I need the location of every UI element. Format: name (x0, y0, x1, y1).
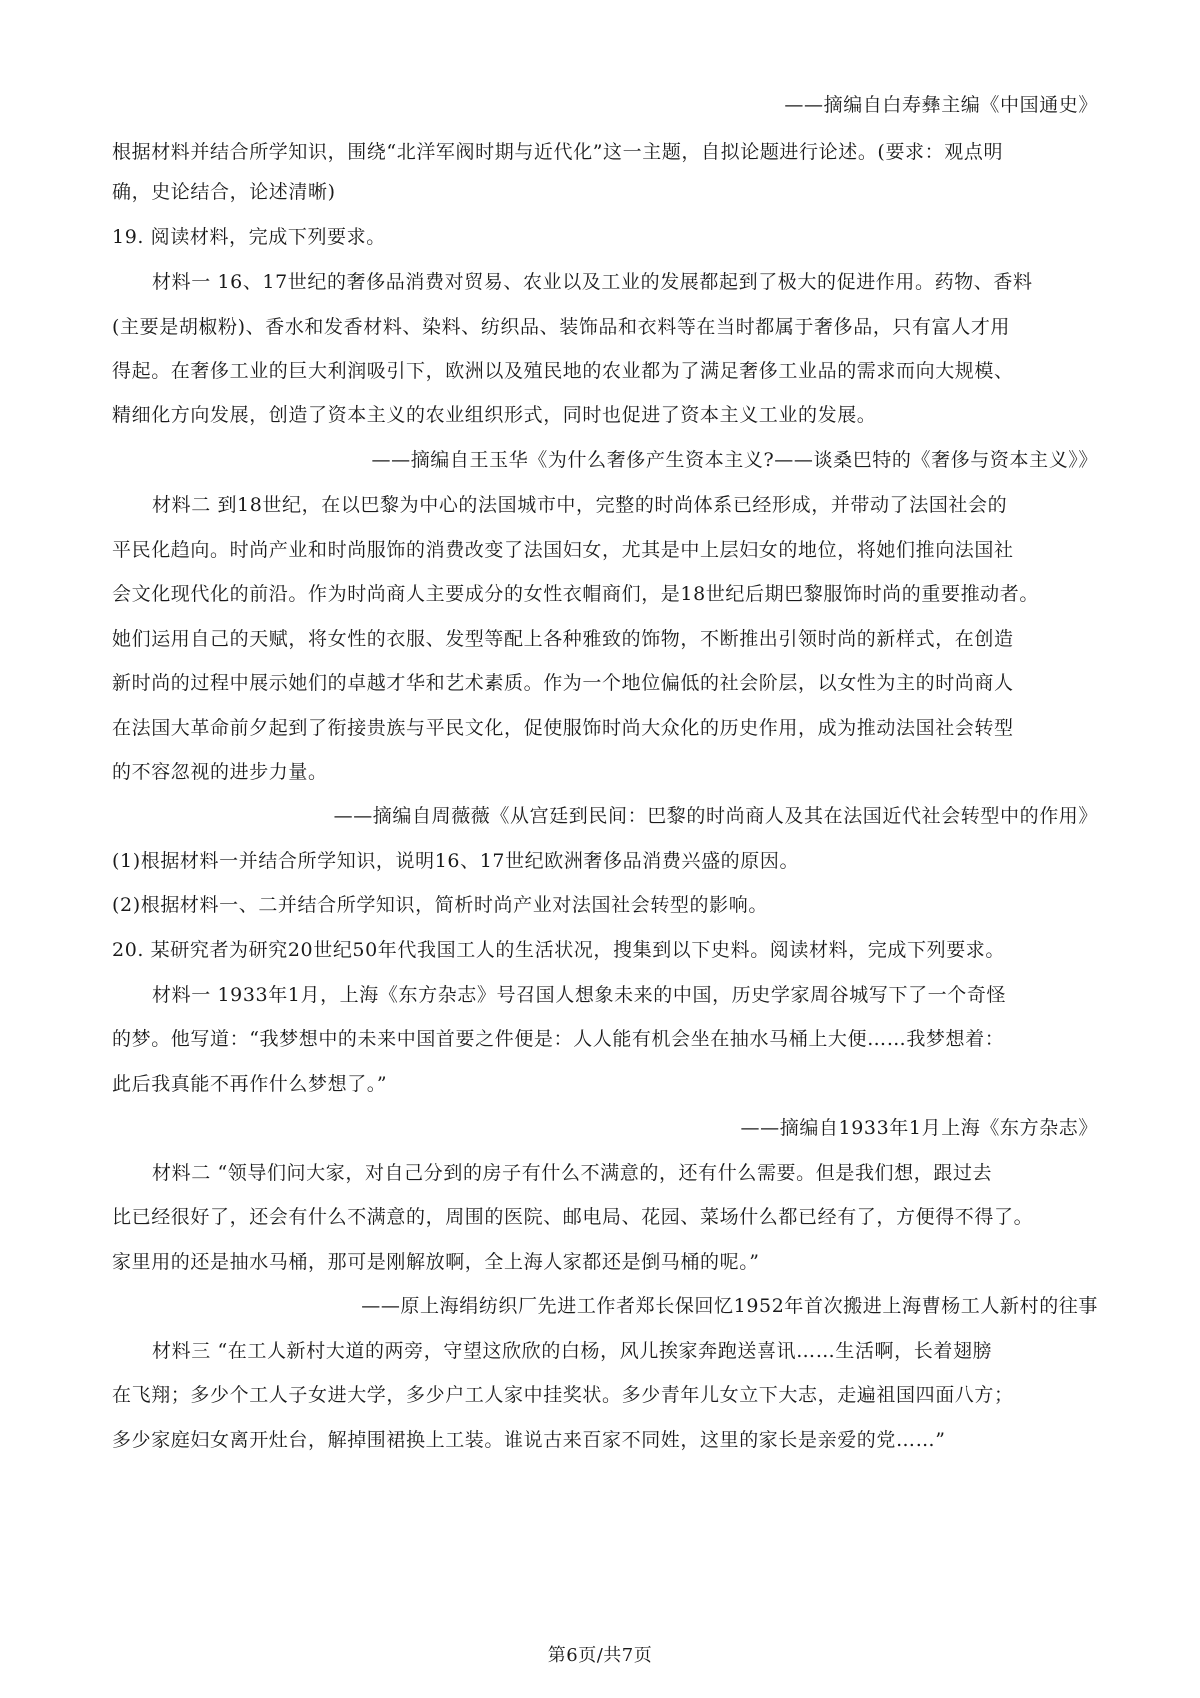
q20-material2-line-2: 比已经很好了，还会有什么不满意的，周围的医院、邮电局、花园、菜场什么都已经有了，方便得不得了。 (112, 1206, 1034, 1228)
q19-material2-line-5: 新时尚的过程中展示她们的卓越才华和艺术素质。作为一个地位偏低的社会阶层，以女性为主的时尚商人 (112, 672, 1014, 694)
q20-header: 20. 某研究者为研究20世纪50年代我国工人的生活状况，搜集到以下史料。阅读材料，完成下列要求。 (112, 939, 1006, 961)
q19-source1: ——摘编自王玉华《为什么奢侈产生资本主义?——谈桑巴特的《奢侈与资本主义》》 (371, 449, 1098, 471)
q20-material3-line-1: 材料三 “在工人新村大道的两旁，守望这欣欣的白杨，风儿挨家奔跑送喜讯……生活啊，长着翅膀 (152, 1340, 993, 1362)
q20-material2-line-1: 材料二 “领导们问大家，对自己分到的房子有什么不满意的，还有什么需要。但是我们想，跟过去 (152, 1162, 993, 1184)
q19-material2-line-4: 她们运用自己的天赋，将女性的衣服、发型等配上各种雅致的饰物，不断推出引领时尚的新样式，在创造 (112, 628, 1014, 650)
q19-material1-line-3: 得起。在奢侈工业的巨大利润吸引下，欧洲以及殖民地的农业都为了满足奢侈工业品的需求而向大规模、 (112, 360, 1014, 382)
q20-material2-line-3: 家里用的还是抽水马桶，那可是刚解放啊，全上海人家都还是倒马桶的呢。” (112, 1251, 760, 1273)
q20-material3-line-2: 在飞翔；多少个工人子女进大学，多少户工人家中挂奖状。多少青年儿女立下大志，走遍祖国四面八方； (112, 1384, 1014, 1406)
q18-prompt-line-1: 根据材料并结合所学知识，围绕“北洋军阀时期与近代化”这一主题，自拟论题进行论述。(要求：观点明 (112, 141, 1004, 163)
q20-material1-line-2: 的梦。他写道：“我梦想中的未来中国首要之件便是：人人能有机会坐在抽水马桶上大便……我梦想着： (112, 1028, 1005, 1050)
q20-material1-line-1: 材料一 1933年1月，上海《东方杂志》号召国人想象未来的中国，历史学家周谷城写下了一个奇怪 (152, 984, 1007, 1006)
q19-material2-line-7: 的不容忽视的进步力量。 (112, 761, 328, 783)
q19-material1-line-1: 材料一 16、17世纪的奢侈品消费对贸易、农业以及工业的发展都起到了极大的促进作用。药物、香料 (152, 271, 1033, 293)
page-number: 第6页/共7页 (547, 1645, 653, 1666)
q20-source1: ——摘编自1933年1月上海《东方杂志》 (740, 1117, 1098, 1139)
q19-header: 19. 阅读材料，完成下列要求。 (112, 226, 386, 248)
q19-subquestion-1: (1)根据材料一并结合所学知识，说明16、17世纪欧洲奢侈品消费兴盛的原因。 (112, 850, 800, 872)
q19-subquestion-2: (2)根据材料一、二并结合所学知识，简析时尚产业对法国社会转型的影响。 (112, 894, 768, 916)
q19-material2-line-6: 在法国大革命前夕起到了衔接贵族与平民文化，促使服饰时尚大众化的历史作用，成为推动法国社会转型 (112, 717, 1014, 739)
q19-material2-line-1: 材料二 到18世纪，在以巴黎为中心的法国城市中，完整的时尚体系已经形成，并带动了法国社会的 (152, 494, 1008, 516)
source-citation-top: ——摘编自白寿彝主编《中国通史》 (784, 94, 1098, 116)
q20-material3-line-3: 多少家庭妇女离开灶台，解掉围裙换上工装。谁说古来百家不同姓，这里的家长是亲爱的党……” (112, 1429, 946, 1451)
q20-material1-line-3: 此后我真能不再作什么梦想了。” (112, 1073, 388, 1095)
q19-material1-line-4: 精细化方向发展，创造了资本主义的农业组织形式，同时也促进了资本主义工业的发展。 (112, 404, 877, 426)
q19-material2-line-3: 会文化现代化的前沿。作为时尚商人主要成分的女性衣帽商们，是18世纪后期巴黎服饰时尚的重要推动者。 (112, 583, 1039, 605)
q19-source2: ——摘编自周薇薇《从宫廷到民间：巴黎的时尚商人及其在法国近代社会转型中的作用》 (333, 805, 1098, 827)
q18-prompt-line-2: 确，史论结合，论述清晰) (112, 181, 336, 203)
q20-source2: ——原上海绢纺织厂先进工作者郑长保回忆1952年首次搬进上海曹杨工人新村的往事 (361, 1295, 1098, 1317)
q19-material2-line-2: 平民化趋向。时尚产业和时尚服饰的消费改变了法国妇女，尤其是中上层妇女的地位，将她们推向法国社 (112, 539, 1014, 561)
q19-material1-line-2: (主要是胡椒粉)、香水和发香材料、染料、纺织品、装饰品和衣料等在当时都属于奢侈品，只有富人才用 (112, 316, 1011, 338)
